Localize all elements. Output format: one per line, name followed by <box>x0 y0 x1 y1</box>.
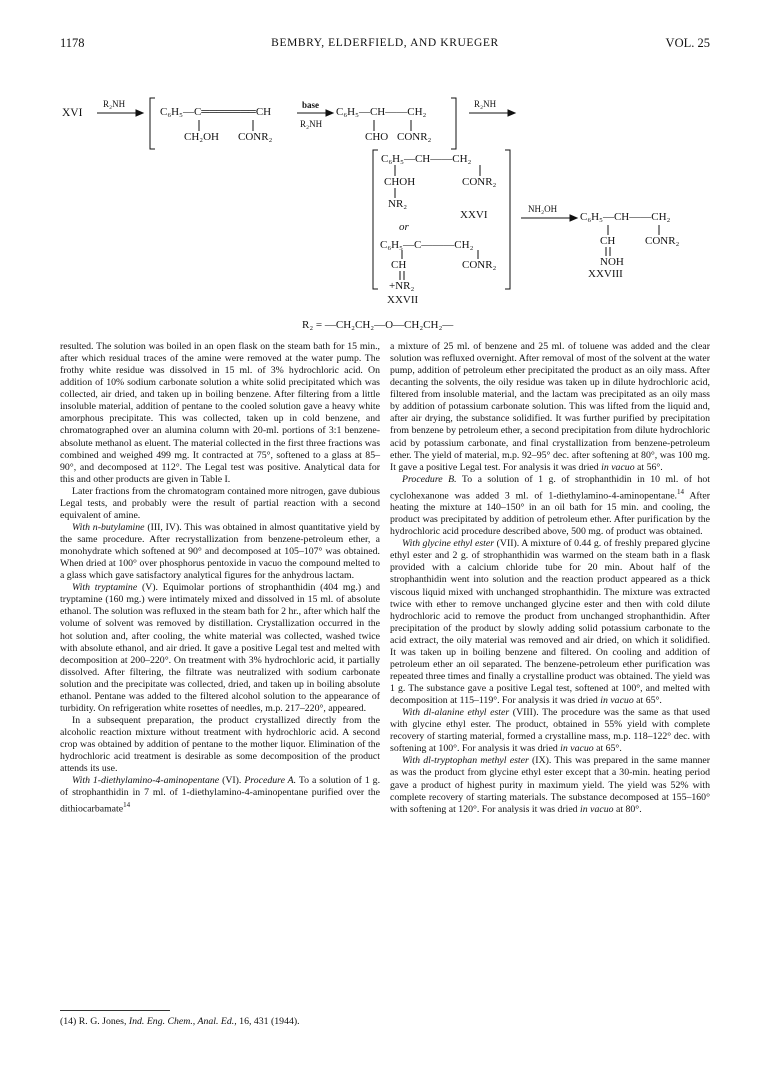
paragraph: Later fractions from the chromatogram contained more nitrogen, gave dubious Legal tests, and probably were the result of partial reaction with a second equivalent of amine. <box>60 485 380 521</box>
reagent-r2nh-2: R₂NH <box>300 119 323 129</box>
reagent-base: base <box>302 100 320 110</box>
structure-xxvii-nr2: +NR₂ <box>389 280 415 292</box>
structure-xvi-top: C₆H₅—C═══════CH <box>160 106 272 118</box>
scheme-lines <box>0 0 769 340</box>
left-column <box>60 341 380 816</box>
reagent-r2nh-3: R₂NH <box>474 99 497 109</box>
structure-2-cho: CHO <box>365 131 389 143</box>
structure-xxvii-top: C₆H₅—C———CH₂ <box>380 239 474 251</box>
subheading: Procedure B. <box>402 473 457 485</box>
subheading: With n-butylamine <box>72 521 145 533</box>
word-or: or <box>399 221 409 233</box>
subheading: With glycine ethyl ester <box>402 538 495 550</box>
label-xxviii: XXVIII <box>588 268 623 280</box>
paragraph: resulted. The solution was boiled in an open flask on the steam bath for 15 min., after which residual traces of the amine were removed at the water pump. The frothy white residue was dissolved in 15 ml. of 3% hydrochloric acid. On addition of 10% sodium carbonate solution a white solid precipitated which was collected, air dried, and taken up in boiling benzene. After filtering from a little insoluble material, addition of pentane to the cooled solution gave a heavy white amorphous precipitate. This was collected, taken up in cold benzene, and chromatographed over an alumina column with 20-ml. portions of 3:1 benzene-absolute methanol as eluent. The material collected in the first three fractions was combined and weighed 499 mg. It contracted at 75°, softened to a glass at 85–90°, and decomposed at 112°. The Legal test was positive. Analytical data for this and other products are given in Table I. <box>60 341 381 485</box>
paragraph: With n-butylamine (III, IV). This was obtained in almost quantitative yield by the same procedure. After recrystallization from benzene-petroleum ether, a monohydrate which softened at 90° and decomposed at 105–107° was obtained. When dried at 100° over phosphorus pentoxide in vacuo the compound melted to a glass which gave satisfactory analytical figures for the anhydrous lactam. <box>60 521 381 582</box>
paragraph: With glycine ethyl ester (VII). A mixture of 0.44 g. of freshly prepared glycine ethyl ester and 2 g. of strophanthidin was warmed on the steam bath in a flask provided with a calcium chloride tube for 20 min. About half of the strophanthidin went into solution and the reaction product appeared as a thick viscous liquid mixed with unchanged strophanthidin. The mixture was extracted twice with ether to remove unchanged glycine ester and then with cold dilute hydrochloric acid to remove the product from unchanged strophanthidin. After precipitation of the product by slowly adding solid potassium carbonate to the acid extract, the oily material was removed and air dried, on which it solidified. It was taken up in boiling benzene and filtered. On cooling and addition of petroleum ether an oil separated. The benzene-petroleum ether purification was repeated three times and finally a crystalline product was obtained. The yield was 1 g. The substance gave a positive Legal test, softened at 100°, and melted with decomposition at 115–119°. For analysis it was dried in vacuo at 65°. <box>390 538 710 707</box>
arrowhead-3 <box>508 110 515 116</box>
arrowhead-2 <box>326 110 333 116</box>
r2-definition: R₂ = —CH₂CH₂—O—CH₂CH₂— <box>302 319 454 331</box>
subheading: With dl-tryptophan methyl ester <box>402 755 529 767</box>
structure-xvi-ch2oh: CH₂OH <box>184 131 220 143</box>
reagent-r2nh-1: R₂NH <box>103 99 126 109</box>
footnote-mark: 14 <box>123 801 131 810</box>
paragraph: With tryptamine (V). Equimolar portions of strophanthidin (404 mg.) and tryptamine (160 mg.) were intimately mixed and dissolved in 15 ml. of absolute ethanol. The solution was refluxed in the steam bath for 2 hr., after which half the volume of solvent was removed by distillation. Crystallization occurred in the hot solution and, after cooling, the white material was collected, washed twice with absolute ethanol, and air dried. It gave a positive Legal test and melted with decomposition at 200–220°. On treatment with 3% hydrochloric acid, it partially dissolved. After filtering, the filtrate was neutralized with sodium carbonate solution and the precipitate was collected, dried, and taken up in boiling absolute ethanol. Pentane was added to the filtered alcohol solution to the appearance of turbidity. On refrigeration white rosettes of needles, m.p. 217–220°, appeared. <box>60 582 381 714</box>
right-column <box>390 341 710 816</box>
big-bracket-left <box>373 150 378 289</box>
reagent-nh2oh: NH₂OH <box>528 204 558 214</box>
reaction-scheme <box>0 0 769 340</box>
structure-xxviii-noh: NOH <box>600 256 624 268</box>
label-xvi: XVI <box>62 107 83 119</box>
paragraph: With dl-tryptophan methyl ester (IX). This was prepared in the same manner as was the product from glycine ethyl ester except that a 30-min. heating period gave a product of highest purity in maximum yield. The yield was 52% with complete recovery of starting materials. The substance decomposed at 155–160° with softening at 120°. For analysis it was dried in vacuo at 80°. <box>390 755 710 815</box>
page-number: 1178 <box>60 36 85 50</box>
subheading: With dl-alanine ethyl ester <box>402 707 510 719</box>
structure-xxviii-conr2: CONR₂ <box>645 235 680 247</box>
structure-xxvi-nr2: NR₂ <box>388 198 408 210</box>
structure-xxviii-top: C₆H₅—CH——CH₂ <box>580 211 671 223</box>
footnote-rule <box>60 1010 170 1011</box>
arrowhead-4 <box>570 215 577 221</box>
subheading: With 1-diethylamino-4-aminopentane <box>72 775 220 787</box>
bracket-1-left <box>150 98 155 149</box>
bracket-2-right <box>451 98 456 149</box>
structure-xvi-conr2: CONR₂ <box>238 131 273 143</box>
footnote-mark: 14 <box>677 487 685 496</box>
volume-label: VOL. 25 <box>665 36 710 50</box>
structure-xxvii-ch: CH <box>391 259 407 271</box>
paragraph: Procedure B. To a solution of 1 g. of strophanthidin in 10 ml. of hot cyclohexanone was added 3 ml. of 1-diethylamino-4-aminopentane.$^{14}$ After heating the mixture at 140–150° in an oil bath for 15 min. and cooling, the product was precipitated by addition of petroleum ether. After purification by the hydrochloric acid procedure described above, 500 mg. of product was obtained. <box>390 473 710 538</box>
paragraph: In a subsequent preparation, the product crystallized directly from the alcoholic reaction mixture without treatment with hydrochloric acid. A second crop was obtained by addition of pentane to the mother liquor. Elimination of the hydrochloric acid treatment is desirable as some decomposition of the product attends its use. <box>60 714 380 775</box>
paragraph: a mixture of 25 ml. of benzene and 25 ml. of toluene was added and the clear solution was refluxed overnight. After removal of most of the solvent at the water pump, addition of petroleum ether precipitated the product as an oily mass. After decanting the solvents, the oily residue was taken up in dilute hydrochloric acid, filtered from insoluble material, and the lactam was precipitated as an oily mass by addition of potassium carbonate solution. This was lifted from the liquid and, after air drying, the substance solidified. It was further purified by precipitation from benzene by petroleum ether, a second precipitation from dilute hydrochloric acid by potassium carbonate, and final crystallization from benzene-petroleum ether. The yield of material, m.p. 92–95° dec. after softening at 80°, was 100 mg. It gave a positive Legal test. For analysis it was dried in vacuo at 56°. <box>390 341 710 473</box>
subheading: Procedure A. <box>244 775 297 787</box>
structure-xxvi-choh: CHOH <box>384 176 416 188</box>
paragraph: With 1-diethylamino-4-aminopentane (VI). Procedure A. To a solution of 1 g. of strophanthidin in 7 ml. of 1-diethylamino-4-aminopentane purified over the dithiocarbamate$^{14}$ <box>60 775 381 815</box>
footnote: (14) R. G. Jones, Ind. Eng. Chem., Anal. Ed., 16, 431 (1944). <box>60 1016 300 1027</box>
structure-xxvi-conr2: CONR₂ <box>462 176 497 188</box>
structure-xxvii-conr2: CONR₂ <box>462 259 497 271</box>
running-title: BEMBRY, ELDERFIELD, AND KRUEGER <box>271 37 499 49</box>
label-xxvii: XXVII <box>387 294 419 306</box>
big-bracket-right <box>505 150 510 289</box>
paragraph: With dl-alanine ethyl ester (VIII). The procedure was the same as that used with glycine ethyl ester. The product, obtained in 55% yield with complete recovery of starting material, formed a crystalline mass, m.p. 118–122° dec. with softening at 100°. For analysis it was dried in vacuo at 65°. <box>390 707 710 755</box>
arrowhead-1 <box>136 110 143 116</box>
label-xxvi: XXVI <box>460 209 488 221</box>
structure-xxviii-ch: CH <box>600 235 616 247</box>
structure-xxvi-top: C₆H₅—CH——CH₂ <box>381 153 472 165</box>
structure-2-conr2: CONR₂ <box>397 131 432 143</box>
subheading: With tryptamine <box>72 582 138 594</box>
structure-2-top: C₆H₅—CH——CH₂ <box>336 106 427 118</box>
